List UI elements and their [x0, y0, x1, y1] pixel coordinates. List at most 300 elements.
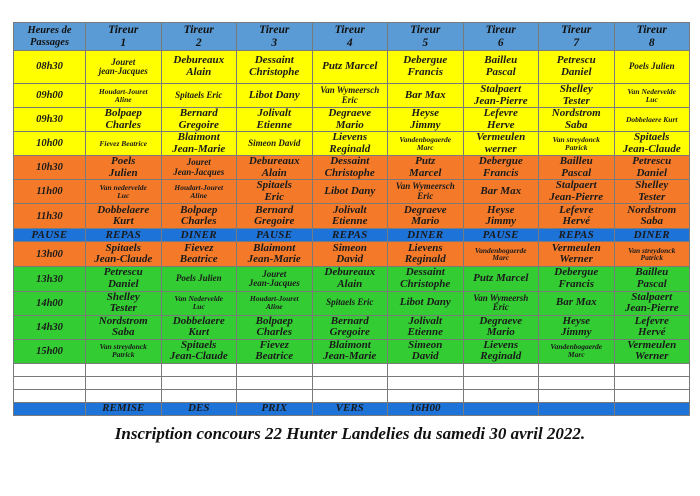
shooter-cell [86, 339, 162, 363]
shooter-name-line2: Pascal [636, 278, 667, 291]
shooter-name-line1: Libot Dany [324, 185, 376, 198]
shooter-name-line2: Tester [109, 302, 137, 315]
shooter-name-line2: Daniel [560, 66, 592, 78]
time-slot-row [14, 51, 690, 84]
shooter-cell [614, 267, 690, 291]
shooter-name-line2: Luc [192, 302, 205, 312]
shooter-cell [463, 315, 539, 339]
shooter-name-line1: Bailleu [635, 266, 669, 279]
time-slot-row [14, 180, 690, 204]
shooter-name-line2: Tester [562, 94, 590, 107]
shooter-name-line1: Vandenbogaerde [550, 342, 603, 352]
shooter-cell [312, 180, 388, 204]
shooter-name-line2: Julien [108, 166, 138, 179]
shooter-name-line2: Patrick [640, 253, 663, 263]
shooter-name-line2: Luc [117, 190, 130, 200]
shooter-name-line2: Marc [567, 350, 585, 360]
shooter-cell [237, 51, 313, 84]
empty-cell [463, 363, 539, 376]
shooter-name-line1: Libot Dany [248, 88, 300, 101]
shooter-cell [312, 156, 388, 180]
empty-cell [539, 389, 615, 402]
shooter-name-line2: Patrick [565, 142, 588, 152]
shooter-name-line2: Jean-Jacques [173, 166, 225, 177]
shooter-name-line2: Eric [492, 302, 509, 313]
shooter-name-line2: Alain [337, 278, 363, 291]
shooter-cell [388, 339, 464, 363]
shooter-name-line1: Dobbelaere [97, 203, 150, 216]
shooter-cell [614, 51, 690, 84]
shooter-name-line1: Jolivalt [257, 107, 292, 120]
shooter-name-line1: Bolpaep [255, 315, 293, 327]
shooter-cell [614, 204, 690, 229]
shooter-name-line2: Jimmy [409, 118, 441, 131]
shooter-name-line2: Christophe [324, 166, 375, 179]
shooter-name-line2: 6 [497, 36, 504, 49]
schedule-caption: Inscription concours 22 Hunter Landelies du samedi 30 avril 2022. [114, 424, 586, 443]
empty-cell [312, 376, 388, 389]
shooter-name-line1: Blaimont [253, 241, 296, 254]
shooter-cell [539, 339, 615, 363]
empty-row [14, 376, 690, 389]
shooter-cell [312, 242, 388, 267]
shooter-name-line1: Spitaels [181, 339, 217, 351]
prize-cell [539, 402, 615, 415]
shooter-name-line2: Marc [416, 142, 434, 152]
shooter-name-line1: Blaimont [177, 131, 220, 144]
shooter-name-line2: Christophe [249, 66, 300, 78]
shooter-name-line1: Shelley [106, 291, 140, 303]
shooter-cell [539, 204, 615, 229]
shooter-cell [86, 132, 162, 156]
empty-cell [86, 363, 162, 376]
header-heures-de-passages [14, 23, 86, 51]
shooter-name-line1: Spitaels [256, 179, 292, 192]
shooter-name-line2: Jean-Marie [247, 253, 301, 266]
empty-cell [539, 363, 615, 376]
shooter-name-line1: Blaimont [328, 339, 371, 351]
shooter-name-line1: Tireur [636, 24, 667, 37]
shooter-name-line1: Petrescu [556, 54, 596, 67]
header-row [14, 23, 690, 51]
shooter-name-line2: Reginald [404, 253, 446, 266]
shooter-name-line1: Fievez [259, 339, 289, 351]
shooter-cell [614, 180, 690, 204]
empty-cell [237, 389, 313, 402]
shooter-cell [237, 108, 313, 132]
pause-cell: REPAS [539, 229, 615, 242]
shooter-cell [463, 339, 539, 363]
shooter-cell [539, 156, 615, 180]
shooter-cell [539, 180, 615, 204]
shooter-cell [86, 84, 162, 108]
empty-cell [388, 389, 464, 402]
pause-cell: PAUSE [463, 229, 539, 242]
shooter-cell [161, 132, 237, 156]
shooter-name-line2: Alain [261, 166, 287, 179]
shooter-cell [539, 315, 615, 339]
time-slot-row [14, 339, 690, 363]
shooter-name-line2: Marc [492, 253, 510, 263]
shooter-name-line2: Kurt [112, 215, 134, 228]
shooter-name-line1: Degraeve [479, 315, 523, 327]
shooter-cell [388, 156, 464, 180]
prize-cell: 16H00 [388, 402, 464, 415]
shooter-name-line1: Degraeve [403, 203, 447, 216]
shooter-name-line1: Petrescu [632, 155, 672, 168]
shooter-name-line1: Jouret [186, 157, 211, 168]
shooter-name-line1: Nordstrom [98, 315, 148, 327]
shooter-cell [86, 108, 162, 132]
shooter-cell [312, 84, 388, 108]
empty-cell [463, 389, 539, 402]
shooter-cell [614, 315, 690, 339]
shooter-name-line2: Saba [111, 326, 135, 339]
shooter-cell [86, 204, 162, 229]
shooter-name-line2: Jimmy [485, 215, 517, 228]
shooter-cell [388, 180, 464, 204]
shooter-name-line1: Putz [415, 155, 436, 168]
shooter-name-line1: Van Nedervelde [627, 86, 677, 96]
shooter-name-line1: Jolivalt [332, 203, 367, 216]
shooter-cell [86, 315, 162, 339]
time-cell: 10h00 [14, 132, 86, 156]
prize-cell: REMISE [86, 402, 162, 415]
shooter-name-line2: Jean-Claude [169, 350, 228, 363]
shooter-name-line2: werner [484, 142, 517, 155]
empty-row [14, 389, 690, 402]
empty-cell [539, 376, 615, 389]
shooter-cell [614, 242, 690, 267]
empty-cell [86, 389, 162, 402]
shooter-cell [388, 108, 464, 132]
shooter-name-line2: 7 [573, 36, 580, 49]
shooter-name-line1: Van Wymeersch [395, 181, 455, 192]
shooter-name-line2: Charles [105, 118, 141, 131]
empty-cell [312, 389, 388, 402]
shooter-name-line1: Dobbelaere [172, 315, 225, 327]
shooter-cell [237, 315, 313, 339]
shooter-name-line2: 8 [648, 36, 655, 49]
shooter-name-line1: Van Wymeersch [320, 85, 380, 96]
shooter-name-line1: Jouret [111, 56, 136, 67]
shooter-name-line1: Lefevre [483, 107, 518, 120]
empty-cell [86, 376, 162, 389]
shooter-name-line1: Tireur [485, 24, 516, 37]
shooter-name-line1: Dessaint [405, 266, 445, 279]
shooter-cell [388, 267, 464, 291]
shooter-cell [463, 204, 539, 229]
shooter-cell [237, 204, 313, 229]
shooter-name-line2: Gregoire [254, 215, 295, 228]
prize-cell: VERS [312, 402, 388, 415]
shooter-cell [614, 339, 690, 363]
shooter-name-line2: Hervé [638, 326, 666, 339]
shooter-name-line2: Jean-Claude [622, 142, 681, 155]
shooter-cell [463, 180, 539, 204]
shooter-cell [614, 108, 690, 132]
shooter-name-line1: Vermeulen [627, 339, 677, 351]
shooter-cell [463, 291, 539, 315]
shooter-name-line2: Francis [407, 66, 443, 78]
shooter-name-line2: Eric [264, 190, 285, 203]
shooter-name-line2: Eric [341, 94, 358, 105]
time-cell: 08h30 [14, 51, 86, 84]
shooter-cell [86, 267, 162, 291]
pause-cell: PAUSE [237, 229, 313, 242]
shooter-name-line1: Petrescu [103, 266, 143, 279]
header-tireur-4 [312, 23, 388, 51]
shooter-cell [539, 51, 615, 84]
shooter-cell [161, 315, 237, 339]
shooter-name-line1: Putz Marcel [322, 60, 378, 73]
header-tireur-5 [388, 23, 464, 51]
time-slot-row [14, 291, 690, 315]
shooter-name-line2: Marcel [409, 166, 442, 179]
shooter-cell [388, 204, 464, 229]
shooter-name-line1: Tireur [183, 24, 214, 37]
shooter-name-line1: Lefevre [634, 315, 669, 327]
shooter-name-line1: Fievez Beatrice [99, 138, 148, 148]
shooter-cell [161, 180, 237, 204]
shooter-cell [161, 84, 237, 108]
shooter-name-line1: Bar Max [480, 185, 522, 198]
shooter-name-line1: Dessaint [330, 155, 370, 168]
shooter-cell [388, 51, 464, 84]
shooter-cell [86, 180, 162, 204]
shooter-cell [237, 242, 313, 267]
header-tireur-3 [237, 23, 313, 51]
shooter-name-line2: 3 [271, 36, 278, 49]
pause-cell: DINER [388, 229, 464, 242]
shooter-name-line1: Jolivalt [408, 315, 443, 327]
time-cell: 09h30 [14, 108, 86, 132]
shooter-cell [312, 315, 388, 339]
shooter-name-line1: Vandenbogaerde [474, 245, 527, 255]
shooter-cell [388, 242, 464, 267]
shooter-name-line1: Lievens [483, 339, 519, 351]
empty-cell [237, 363, 313, 376]
time-slot-row [14, 267, 690, 291]
shooter-name-line1: Bernard [179, 107, 218, 120]
shooter-cell [237, 156, 313, 180]
shooter-name-line1: Van streydonck [628, 245, 676, 255]
shooter-name-line1: Simeon David [248, 138, 301, 149]
shooter-name-line1: Stalpaert [555, 179, 597, 192]
shooter-name-line1: Van Nedervelde [174, 294, 224, 304]
shooter-cell [388, 132, 464, 156]
shooter-name-line2: Christophe [400, 278, 451, 291]
empty-cell [237, 376, 313, 389]
empty-row [14, 363, 690, 376]
shooter-name-line1: Debergue [554, 266, 599, 279]
shooter-cell [86, 156, 162, 180]
shooter-name-line2: Mario [335, 118, 364, 131]
empty-cell [161, 389, 237, 402]
shooter-name-line2: Mario [486, 326, 515, 339]
shooter-cell [161, 291, 237, 315]
empty-cell [14, 376, 86, 389]
shooter-name-line1: Nordstrom [627, 203, 677, 216]
empty-cell [388, 376, 464, 389]
shooter-name-line1: Van streydonck [552, 134, 600, 144]
shooter-cell [237, 132, 313, 156]
shooter-name-line1: Bar Max [404, 88, 446, 101]
shooter-cell [463, 132, 539, 156]
time-cell: 13h30 [14, 267, 86, 291]
shooter-cell [463, 51, 539, 84]
shooter-name-line1: Houdart-Jouret [174, 183, 224, 193]
shooter-name-line2: jean-Jacques [98, 66, 148, 76]
time-cell: 14h30 [14, 315, 86, 339]
shooter-cell [388, 84, 464, 108]
header-tireur-7 [539, 23, 615, 51]
shooter-cell [86, 291, 162, 315]
shooter-cell [539, 132, 615, 156]
prize-cell [614, 402, 690, 415]
shooter-name-line2: Jean-Pierre [473, 94, 528, 107]
shooter-name-line1: Van streydonck [99, 342, 147, 352]
shooter-name-line1: Debureaux [173, 54, 225, 67]
shooter-cell [463, 84, 539, 108]
time-slot-row [14, 132, 690, 156]
time-cell: 09h00 [14, 84, 86, 108]
shooter-name-line1: Shelley [559, 83, 593, 95]
shooter-name-line1: Poels [111, 155, 136, 168]
prize-cell: PRIX [237, 402, 313, 415]
shooter-name-line2: Reginald [329, 142, 371, 155]
shooter-name-line1: Tireur [334, 24, 365, 37]
empty-cell [614, 376, 690, 389]
shooter-cell [312, 108, 388, 132]
empty-cell [312, 363, 388, 376]
shooter-name-line2: Daniel [636, 166, 668, 179]
shooter-name-line1: Van Wymeersh [473, 292, 529, 303]
shooter-cell [312, 51, 388, 84]
shooter-name-line1: Bolpaep [104, 107, 142, 120]
shooter-cell [614, 291, 690, 315]
pause-cell: DINER [614, 229, 690, 242]
shooter-name-line1: Bailleu [559, 155, 593, 168]
shooter-cell [312, 267, 388, 291]
shooter-name-line1: Debureaux [324, 266, 376, 279]
shooter-name-line2: Herve [487, 118, 515, 131]
shooter-name-line2: David [336, 253, 364, 266]
empty-cell [614, 363, 690, 376]
shooter-name-line1: Nordstrom [551, 107, 601, 120]
time-cell: 11h30 [14, 204, 86, 229]
time-slot-row [14, 84, 690, 108]
prize-row [14, 402, 690, 415]
shooter-name-line1: Tireur [259, 24, 290, 37]
empty-cell [14, 389, 86, 402]
shooter-name-line1: Lievens [407, 241, 443, 254]
shooter-name-line2: Werner [635, 350, 669, 363]
shooter-cell [614, 132, 690, 156]
shooter-name-line1: Debergue [403, 54, 448, 67]
shooter-name-line1: Fievez [184, 241, 214, 254]
empty-cell [614, 389, 690, 402]
time-slot-row [14, 108, 690, 132]
pause-label: PAUSE [14, 229, 86, 242]
shooter-name-line2: Pascal [485, 66, 516, 78]
shooter-name-line2: Mario [411, 215, 440, 228]
shooter-name-line2: Francis [558, 278, 594, 291]
shooter-name-line2: Jean-Pierre [624, 302, 679, 315]
shooter-name-line1: Stalpaert [480, 83, 522, 95]
shooter-name-line1: Shelley [635, 179, 669, 192]
time-cell: 14h00 [14, 291, 86, 315]
shooter-name-line2: Jean-Pierre [549, 190, 604, 203]
shooter-cell [161, 156, 237, 180]
shooter-name-line2: Jean-Claude [94, 253, 153, 266]
time-slot-row [14, 204, 690, 229]
shooter-name-line1: Putz Marcel [473, 272, 529, 285]
shooter-name-line2: Jean-Marie [323, 350, 377, 363]
shooter-name-line1: Van nedervelde [99, 183, 147, 193]
prize-cell [463, 402, 539, 415]
shooter-name-line1: Houdart-Jouret [98, 86, 148, 96]
shooter-name-line1: Poels Julien [175, 273, 222, 284]
shooter-name-line1: Lefevre [559, 203, 594, 216]
shooter-cell [237, 84, 313, 108]
header-tireur-2 [161, 23, 237, 51]
shooter-name-line2: Francis [483, 166, 519, 179]
shooter-cell [312, 291, 388, 315]
shooter-name-line1: Tireur [410, 24, 441, 37]
shooter-name-line2: Tester [638, 190, 666, 203]
time-cell: 15h00 [14, 339, 86, 363]
shooter-name-line2: Alain [186, 66, 212, 78]
shooter-name-line1: Heyse [487, 203, 515, 216]
shooter-cell [312, 339, 388, 363]
shooter-name-line2: Jean-Jacques [248, 278, 300, 289]
pause-cell: DINER [161, 229, 237, 242]
shooter-name-line2: Hervé [562, 215, 590, 228]
shooter-name-line1: Spitaels [634, 131, 670, 144]
empty-cell [14, 363, 86, 376]
shooter-name-line1: Debergue [478, 155, 523, 168]
shooter-name-line2: Charles [256, 326, 292, 339]
shooter-name-line1: Vermeulen [476, 131, 526, 144]
shooter-name-line1: Vandenbogaerde [399, 134, 452, 144]
shooter-name-line1: Debureaux [248, 155, 300, 168]
shooter-name-line1: Heures de [27, 25, 72, 37]
shooter-cell [539, 242, 615, 267]
shooter-cell [312, 204, 388, 229]
shooter-name-line2: Luc [645, 94, 658, 104]
schedule-table [13, 22, 690, 416]
shooter-name-line2: Aline [265, 302, 283, 312]
shooter-cell [539, 291, 615, 315]
shooter-name-line1: Heyse [562, 315, 590, 327]
shooter-cell [463, 267, 539, 291]
shooter-cell [463, 242, 539, 267]
shooter-name-line2: 5 [422, 36, 429, 49]
shooter-name-line1: Poels Julien [628, 61, 675, 72]
time-cell: 11h00 [14, 180, 86, 204]
shooter-name-line1: Houdart-Jouret [249, 294, 299, 304]
shooter-name-line1: Dobbelaere Kurt [626, 114, 678, 124]
shooter-cell [161, 339, 237, 363]
shooter-name-line2: Aline [190, 190, 208, 200]
pause-row [14, 229, 690, 242]
shooter-cell [161, 204, 237, 229]
header-tireur-6 [463, 23, 539, 51]
shooter-name-line2: Beatrice [179, 253, 218, 266]
shooter-name-line2: Etienne [407, 326, 443, 339]
empty-cell [463, 376, 539, 389]
